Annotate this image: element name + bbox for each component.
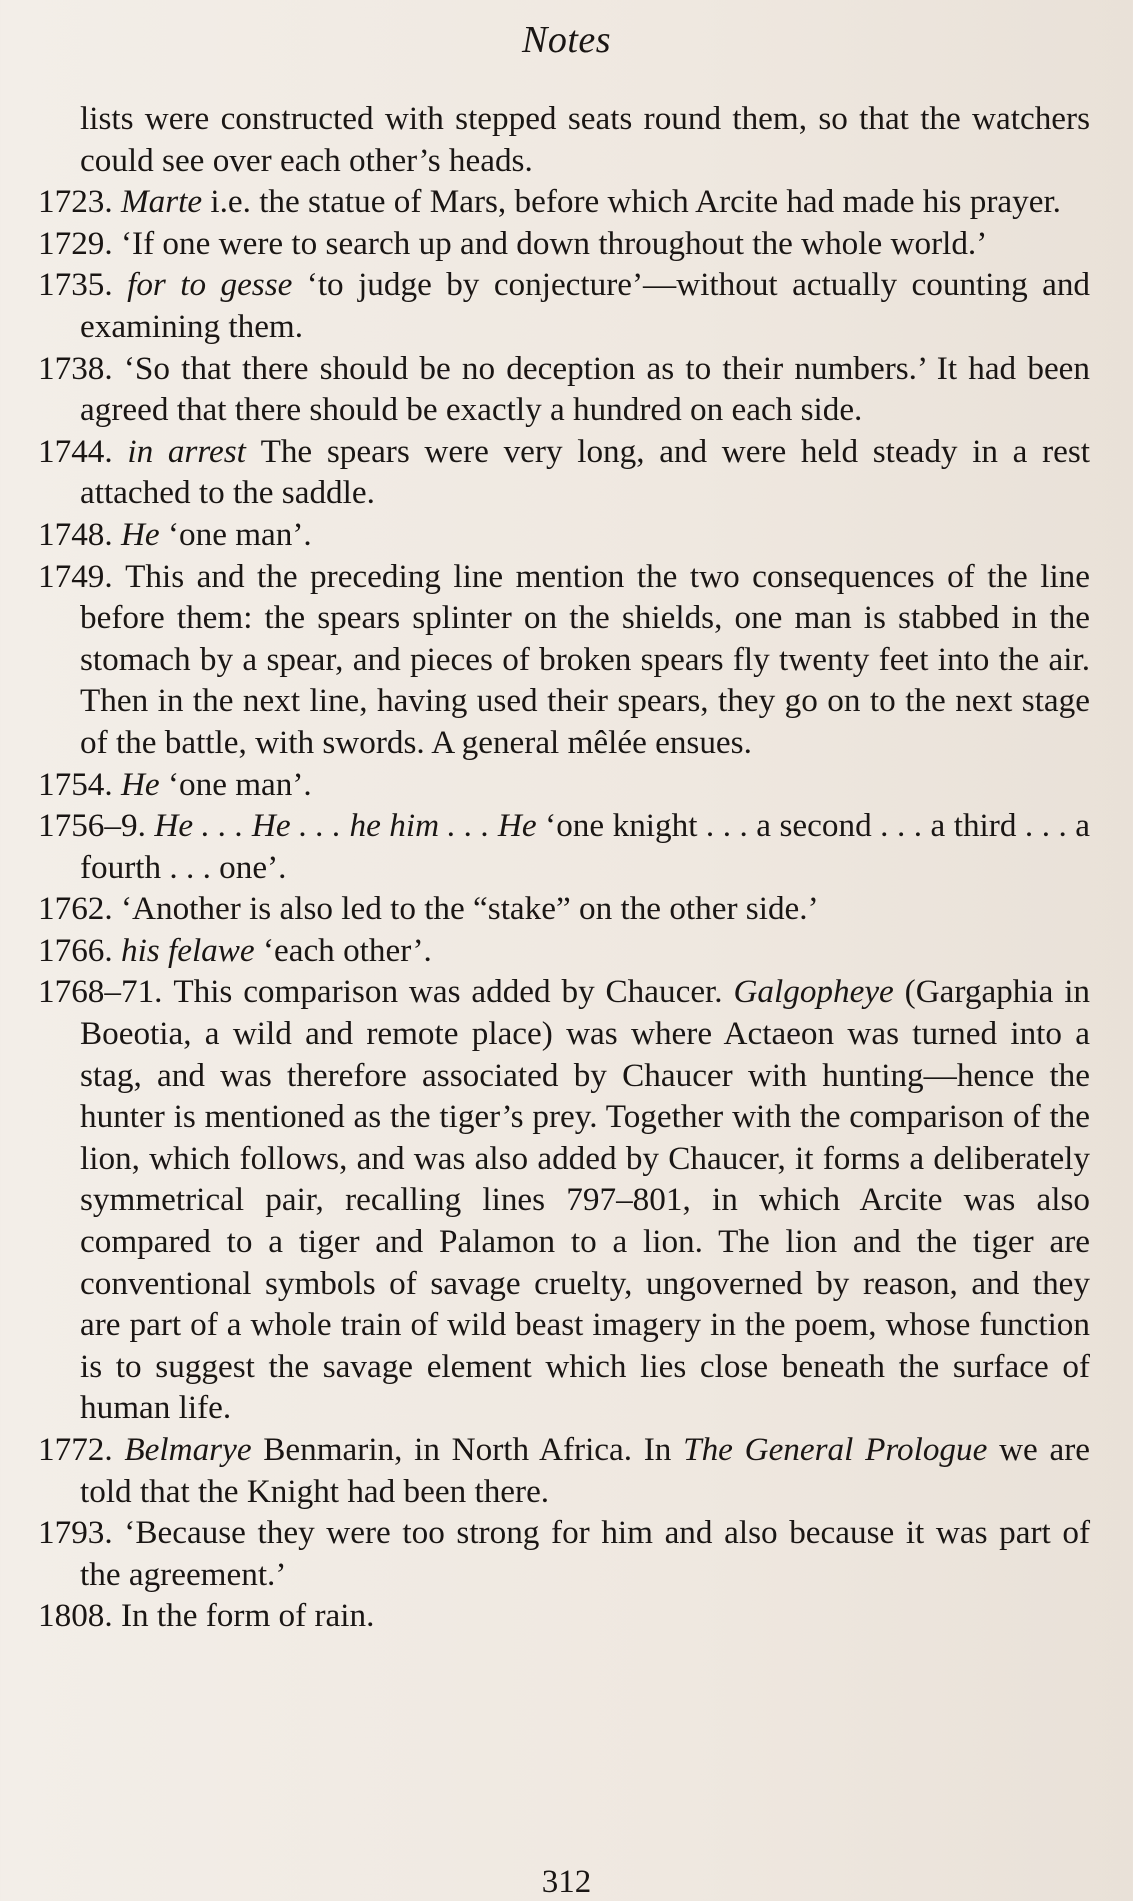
note-lemma: He . . . He . . . he him . . . He: [154, 807, 537, 845]
note-ref: 1748.: [38, 515, 113, 553]
note-ref: 1754.: [38, 765, 113, 803]
note-ref: 1735.: [38, 266, 113, 304]
note-1808: [38, 1595, 1090, 1637]
note-text: ‘Another is also led to the “stake” on the other side.’: [120, 890, 819, 928]
note-ref: 1768–71.: [38, 973, 163, 1011]
note-ref: 1793.: [38, 1514, 113, 1552]
note-text: ‘Because they were too strong for him and also because it was part of the agreement.’: [80, 1514, 1090, 1593]
note-ref: 1744.: [38, 432, 113, 470]
note-ref: 1738.: [38, 349, 113, 387]
note-text: ‘to judge by conjecture’—without actually counting and examining them.: [80, 266, 1091, 345]
note-lemma: He: [120, 765, 160, 803]
note-ref: 1749.: [38, 557, 113, 595]
running-head: Notes: [521, 19, 612, 61]
note-1729: [38, 223, 1090, 265]
note-text: This and the preceding line mention the two consequences of the line before them: the spears splinter on the shields, one man is stabbed in the stomach by a spear, and pieces of broken spears fly twenty feet into the air. Then in the next line, having used their spears, they go on to the next stage of the battle, with swords. A general mêlée ensues.: [80, 557, 1090, 761]
note-1762: [38, 888, 1090, 930]
note-text: i.e. the statue of Mars, before which Arcite had made his prayer.: [210, 183, 1061, 221]
note-1766: [38, 930, 1090, 972]
note-ref: 1723.: [38, 183, 113, 221]
note-text: In the form of rain.: [120, 1597, 375, 1635]
note-text: ‘one man’.: [167, 515, 312, 553]
note-1756-9: [38, 805, 1090, 888]
notes-list: [38, 98, 1090, 1637]
note-ref: 1808.: [38, 1597, 113, 1635]
note-text: Benmarin, in North Africa. In The General Prologue we are told that the Knight had been there.: [80, 1431, 1090, 1510]
note-text: ‘one man’.: [167, 765, 312, 803]
note-1793: [38, 1512, 1090, 1595]
note-text: ‘If one were to search up and down throughout the whole world.’: [120, 224, 988, 262]
note-continuation: lists were constructed with stepped seats round them, so that the watchers could see over each other’s heads.: [80, 100, 1090, 179]
note-ref: 1766.: [38, 931, 113, 969]
note-lemma: Marte: [120, 183, 203, 221]
italic-term: The General Prologue: [683, 1431, 988, 1468]
note-lemma: He: [120, 515, 160, 553]
note-text: ‘one knight . . . a second . . . a third . . . a fourth . . . one’.: [80, 807, 1091, 886]
note-1723: [38, 181, 1090, 223]
note-ref: 1729.: [38, 224, 113, 262]
note-1768-71: [38, 971, 1090, 1429]
note-text: ‘each other’.: [262, 931, 432, 969]
note-lemma: in arrest: [127, 432, 246, 470]
note-1748: [38, 514, 1090, 556]
note-lemma: Belmarye: [124, 1431, 252, 1468]
note-ref: 1762.: [38, 890, 113, 928]
page-number: 312: [541, 1864, 592, 1900]
note-text: ‘So that there should be no deception as to their numbers.’ It had been agreed that there should be exactly a hundred on each side.: [80, 349, 1091, 429]
note-lemma: for to gesse: [127, 266, 293, 304]
note-1738: [38, 348, 1090, 431]
note-1749: [38, 556, 1090, 764]
note-ref: 1756–9.: [38, 807, 146, 845]
italic-term: Galgopheye: [733, 973, 894, 1011]
note-lemma: his felawe: [120, 931, 255, 969]
note-text: This comparison was added by Chaucer. Galgopheye (Gargaphia in Boeotia, a wild and remote place) was where Actaeon was turned into a stag, and was therefore associated by Chaucer with hunting—hence the hunter is mentioned as the tiger’s prey. Together with the comparison of the lion, which follows, and was also added by Chaucer, it forms a deliberately symmetrical pair, recalling lines 797–801, in which Arcite was also compared to a tiger and Palamon to a lion. The lion and the tiger are conventional symbols of savage cruelty, ungoverned by reason, and they are part of a whole train of wild beast imagery in the poem, whose function is to suggest the savage element which lies close beneath the surface of human life.: [80, 973, 1091, 1427]
note-ref: 1772.: [38, 1431, 113, 1468]
note-1772: [38, 1429, 1090, 1512]
note-1754: [38, 764, 1090, 806]
note-1735: [38, 264, 1090, 347]
note-text: The spears were very long, and were held steady in a rest attached to the saddle.: [80, 432, 1091, 512]
note-1744: [38, 431, 1090, 514]
